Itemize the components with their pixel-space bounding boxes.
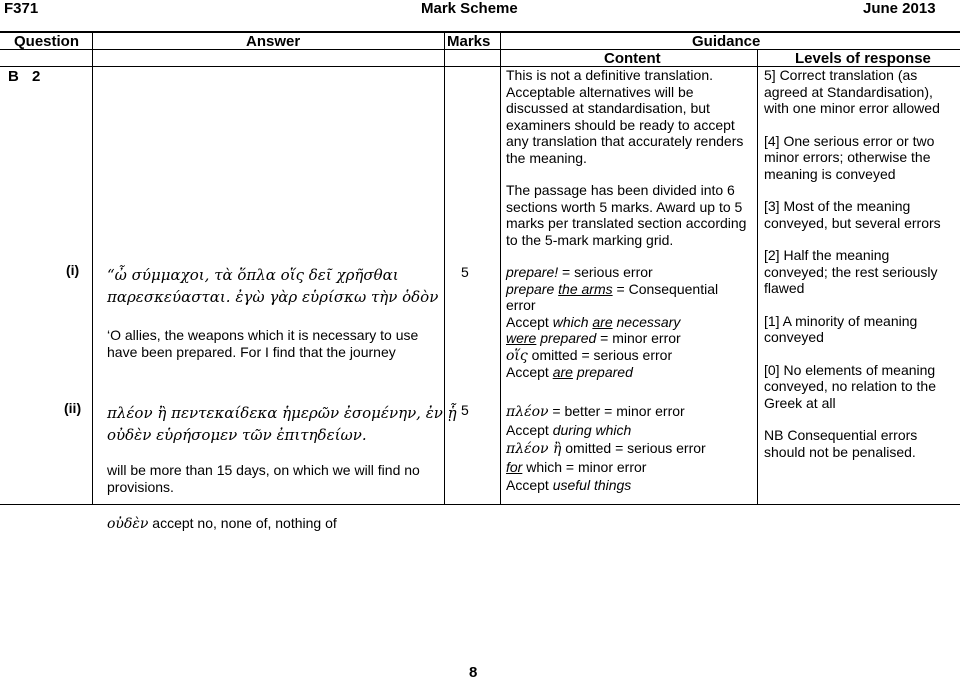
greek-text-ii [107,402,457,446]
english-line: ‘O allies, the weapons which it is necessary to use [107,327,419,343]
footnote [107,515,337,532]
section-label: B [8,68,19,85]
note-text: Accept [506,364,553,380]
level-line: meaning is conveyed [764,165,896,182]
english-translation-i [107,327,442,360]
note-line [506,439,756,458]
note-underline: are [592,313,613,330]
marks-ii: 5 [461,402,469,418]
note-text: = minor error [596,330,681,346]
note-underline: are [552,364,573,380]
question-number: 2 [32,68,41,85]
level-line: conveyed, no relation to the [764,378,937,394]
header-content: Content [604,50,661,67]
level-line: [1] A minority of meaning [764,312,918,329]
marks-i: 5 [461,264,469,280]
note-text: Accept [506,477,553,493]
level-line: flawed [764,280,805,296]
content-intro-line: to the 5-mark marking grid. [506,231,674,248]
page-header-center: Mark Scheme [421,0,518,17]
english-line: will be more than 15 days, on which we will find no [107,462,420,478]
note-line [506,314,756,331]
note-text: Accept [506,313,553,330]
content-intro-line: The passage has been divided into 6 [506,182,735,198]
note-text: omitted = serious error [561,440,706,456]
levels-of-response [764,67,959,460]
level-line: conveyed, but several errors [764,214,941,231]
english-translation-ii [107,462,442,495]
header-marks: Marks [447,33,491,50]
note-text: = better = minor error [548,403,685,419]
page-header-right: June 2013 [863,0,936,17]
content-intro-line: Acceptable alternatives will be [506,83,694,100]
sub-label-ii: (ii) [64,400,82,416]
note-underline: for [506,459,523,475]
note-greek: οἵς [506,347,528,364]
content-intro-line: discussed at standardisation, but [506,100,710,116]
note-line [506,330,756,347]
level-line: should not be penalised. [764,443,916,460]
note-line [506,264,756,281]
level-1 [764,313,959,346]
note-line [506,476,756,494]
col-divider-marks [500,31,501,505]
sub-label-i: (i) [66,262,80,278]
level-line: minor errors; otherwise the [764,149,931,165]
note-greek: πλέον ἢ [506,441,562,457]
level-line: agreed at Standardisation), [764,83,933,100]
note-italic: useful things [552,477,632,493]
level-line: with one minor error allowed [764,100,940,116]
note-text: = serious error [558,264,653,280]
header-guidance: Guidance [692,33,761,50]
note-line [506,281,756,298]
header-question: Question [14,33,80,50]
note-line [506,364,756,381]
note-text: = Consequential [612,280,719,297]
level-line: NB Consequential errors [764,427,918,443]
note-italic: necessary [612,313,681,330]
content-intro-line: any translation that accurately renders [506,133,744,149]
content-intro-line: sections worth 5 marks. Award up to 5 [506,198,743,215]
note-line [506,458,756,476]
level-3 [764,198,959,231]
level-2 [764,247,959,297]
greek-line: “ὦ σύμμαχοι, τὰ ὅπλα οἵς δεῖ χρῆσθαι [107,266,399,284]
content-intro-line: the meaning. [506,149,587,166]
footnote-greek: οὐδὲν [107,516,149,532]
note-greek: πλέον [506,404,549,420]
level-4 [764,133,959,183]
level-line: [4] One serious error or two [764,132,935,149]
table-bottom-border [0,504,960,505]
level-line: 5] Correct translation (as [764,67,918,83]
content-intro [506,67,756,166]
english-line: provisions. [107,478,174,495]
col-divider-content [757,50,758,505]
note-underline: were [506,330,537,346]
note-underline: the arms [558,280,613,297]
header-levels: Levels of response [795,50,931,67]
content-intro-line: examiners should be ready to accept [506,116,735,133]
col-divider-question [92,31,93,505]
header-answer: Answer [246,33,301,50]
page-number: 8 [469,664,478,681]
english-line: have been prepared. For I find that the journey [107,343,396,360]
level-5 [764,67,959,117]
nb-note [764,427,959,460]
note-text: Accept [506,422,553,438]
level-line: conveyed [764,329,824,345]
greek-line: πλέον ἢ πεντεκαίδεκα ἡμερῶν ἐσομένην, ἐν ᾗ [107,404,457,422]
content-intro-line: This is not a definitive translation. [506,67,713,83]
guidance-notes-ii [506,402,756,494]
content-intro-sections [506,182,756,248]
footnote-text: accept no, none of, nothing of [148,515,337,531]
note-italic: which [552,313,593,330]
page-header-left: F371 [4,0,39,17]
level-line: [2] Half the meaning [764,247,890,263]
note-text: omitted = serious error [527,346,673,363]
header-bottom-border [0,66,500,67]
note-italic: prepared [536,330,597,346]
level-line: [0] No elements of meaning [764,361,936,378]
note-line: error [506,297,536,313]
note-line [506,402,756,421]
level-0 [764,362,959,412]
note-line [506,347,756,365]
content-intro-line: marks per translated section according [506,215,747,231]
level-line: Greek at all [764,394,836,411]
guidance-notes-i [506,264,756,381]
greek-text-i [107,264,438,308]
note-italic: prepare! [506,264,559,280]
note-italic: during which [552,422,632,438]
greek-line: παρεσκεύασται. ἐγὼ γὰρ εὑρίσκω τὴν ὁδὸν [107,288,439,306]
note-italic: prepared [572,364,633,380]
level-line: [3] Most of the meaning [764,198,911,214]
note-line [506,421,756,439]
note-text: which = minor error [522,459,647,475]
note-italic: prepare [506,280,559,297]
level-line: conveyed; the rest seriously [764,263,938,280]
greek-line: οὐδὲν εὑρήσομεν τῶν ἐπιτηδείων. [107,426,367,444]
